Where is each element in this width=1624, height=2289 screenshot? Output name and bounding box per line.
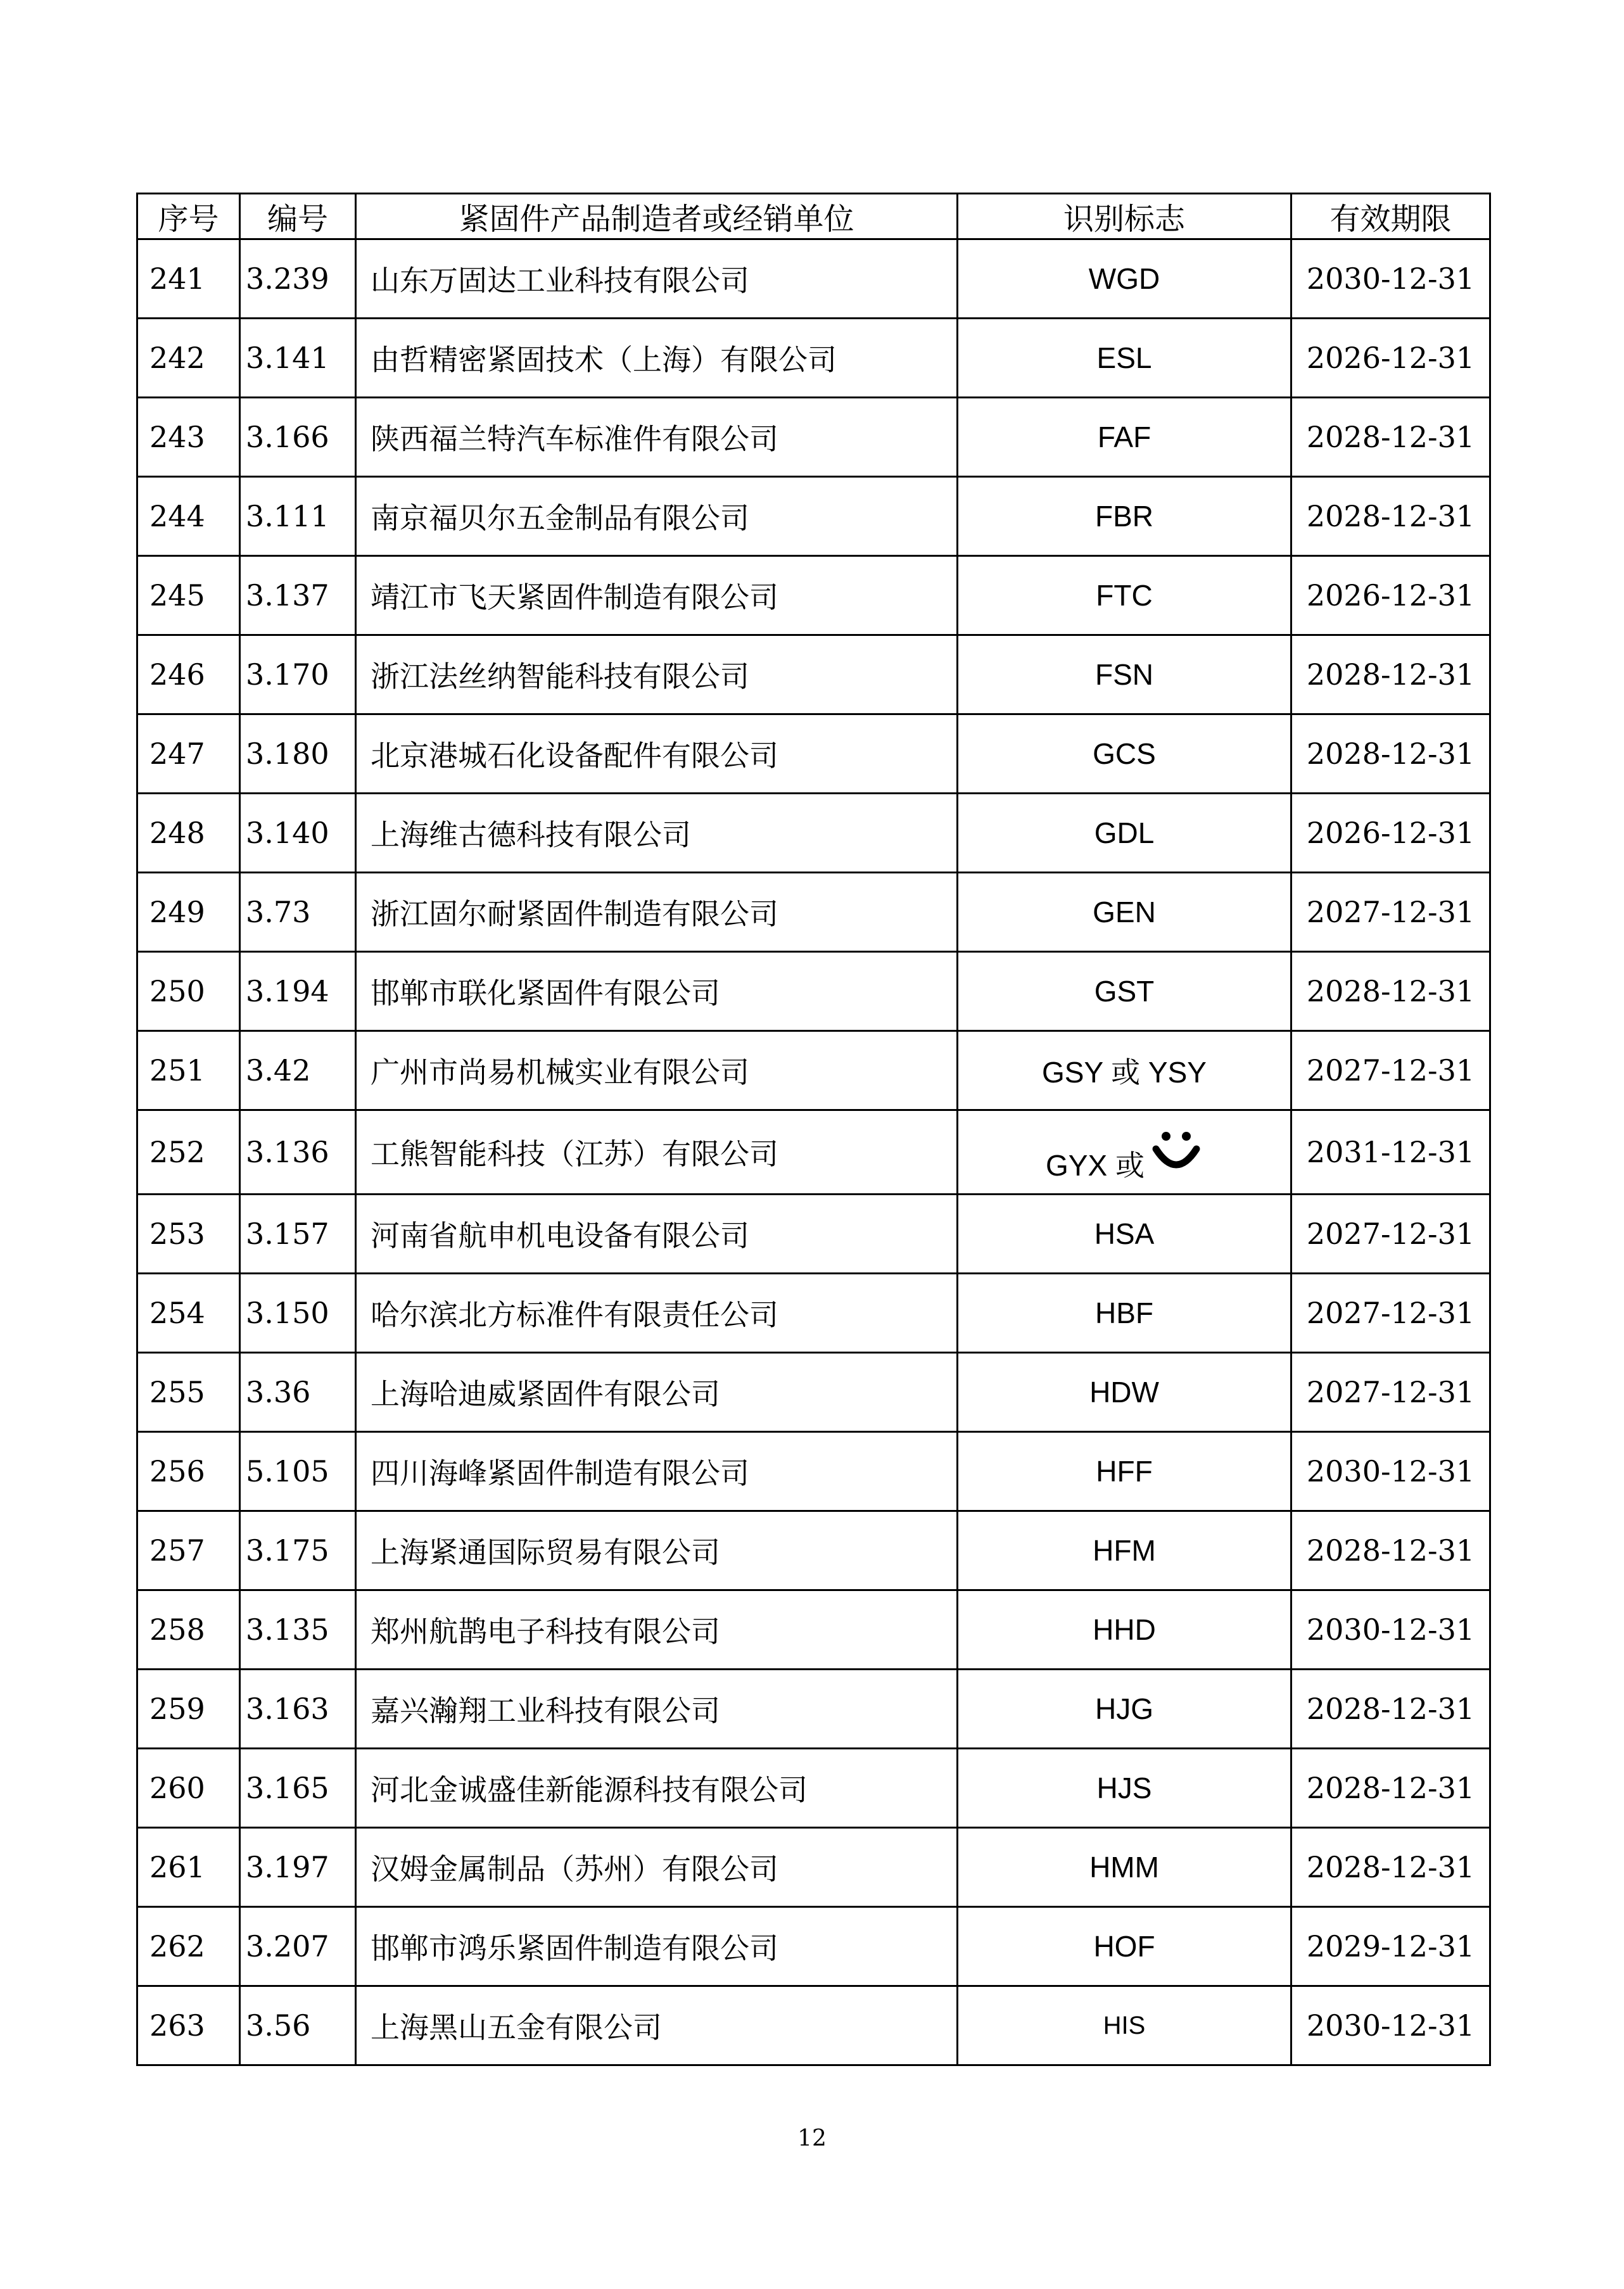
cell-code: 3.141 [240, 319, 356, 398]
header-code: 编号 [240, 194, 356, 239]
cell-seq: 246 [137, 635, 240, 714]
header-mark: 识别标志 [958, 194, 1291, 239]
table-row [137, 1749, 1490, 1828]
cell-name: 北京港城石化设备配件有限公司 [356, 714, 958, 794]
table-row [137, 1432, 1490, 1511]
cell-seq: 252 [137, 1110, 240, 1195]
cell-mark: FAF [958, 398, 1291, 477]
cell-seq: 254 [137, 1274, 240, 1353]
mark-text: GYX 或 [1046, 1149, 1145, 1182]
cell-seq: 241 [137, 239, 240, 319]
cell-mark: HBF [958, 1274, 1291, 1353]
cell-mark: HOF [958, 1907, 1291, 1986]
cell-code: 3.180 [240, 714, 356, 794]
cell-seq: 260 [137, 1749, 240, 1828]
cell-name: 河北金诚盛佳新能源科技有限公司 [356, 1749, 958, 1828]
cell-valid: 2030-12-31 [1291, 1590, 1490, 1670]
cell-name: 邯郸市联化紧固件有限公司 [356, 952, 958, 1031]
cell-valid: 2027-12-31 [1291, 1353, 1490, 1432]
cell-code: 3.197 [240, 1828, 356, 1907]
cell-name: 广州市尚易机械实业有限公司 [356, 1031, 958, 1110]
header-valid: 有效期限 [1291, 194, 1490, 239]
cell-code: 3.194 [240, 952, 356, 1031]
cell-code: 3.137 [240, 556, 356, 635]
table-row [137, 1986, 1490, 2065]
table-row [137, 952, 1490, 1031]
table-row [137, 1195, 1490, 1274]
cell-seq: 247 [137, 714, 240, 794]
cell-code: 3.157 [240, 1195, 356, 1274]
cell-mark: GEN [958, 873, 1291, 952]
table-row [137, 556, 1490, 635]
cell-mark: FBR [958, 477, 1291, 556]
cell-mark: HJS [958, 1749, 1291, 1828]
cell-mark: ESL [958, 319, 1291, 398]
cell-valid: 2031-12-31 [1291, 1110, 1490, 1195]
cell-code: 3.207 [240, 1907, 356, 1986]
cell-valid: 2028-12-31 [1291, 714, 1490, 794]
cell-seq: 257 [137, 1511, 240, 1590]
cell-name: 山东万固达工业科技有限公司 [356, 239, 958, 319]
table-row [137, 1907, 1490, 1986]
cell-seq: 250 [137, 952, 240, 1031]
cell-code: 3.163 [240, 1670, 356, 1749]
cell-code: 3.36 [240, 1353, 356, 1432]
cell-seq: 251 [137, 1031, 240, 1110]
header-name: 紧固件产品制造者或经销单位 [356, 194, 958, 239]
cell-valid: 2028-12-31 [1291, 1828, 1490, 1907]
cell-seq: 244 [137, 477, 240, 556]
header-seq: 序号 [137, 194, 240, 239]
cell-valid: 2027-12-31 [1291, 1031, 1490, 1110]
cell-mark: HFM [958, 1511, 1291, 1590]
cell-valid: 2028-12-31 [1291, 1670, 1490, 1749]
cell-seq: 258 [137, 1590, 240, 1670]
page-number: 12 [797, 2126, 827, 2152]
cell-seq: 259 [137, 1670, 240, 1749]
table-row [137, 1670, 1490, 1749]
table-row [137, 1110, 1490, 1195]
table-row [137, 1828, 1490, 1907]
cell-valid: 2028-12-31 [1291, 1511, 1490, 1590]
smile-icon [1150, 1122, 1203, 1176]
cell-mark: GST [958, 952, 1291, 1031]
table-row [137, 635, 1490, 714]
cell-seq: 248 [137, 794, 240, 873]
registry-table [136, 193, 1491, 2066]
table-row [137, 714, 1490, 794]
cell-valid: 2030-12-31 [1291, 1432, 1490, 1511]
cell-seq: 262 [137, 1907, 240, 1986]
cell-mark: GCS [958, 714, 1291, 794]
cell-mark: HSA [958, 1195, 1291, 1274]
table-row [137, 398, 1490, 477]
cell-valid: 2028-12-31 [1291, 952, 1490, 1031]
cell-seq: 242 [137, 319, 240, 398]
cell-mark: HHD [958, 1590, 1291, 1670]
cell-seq: 261 [137, 1828, 240, 1907]
cell-mark [958, 1110, 1291, 1195]
cell-seq: 243 [137, 398, 240, 477]
cell-seq: 245 [137, 556, 240, 635]
table-header-row [137, 194, 1490, 239]
cell-name: 上海哈迪威紧固件有限公司 [356, 1353, 958, 1432]
cell-seq: 263 [137, 1986, 240, 2065]
cell-valid: 2026-12-31 [1291, 556, 1490, 635]
cell-valid: 2027-12-31 [1291, 873, 1490, 952]
table-row [137, 1031, 1490, 1110]
cell-mark: GSY 或 YSY [958, 1031, 1291, 1110]
cell-code: 3.165 [240, 1749, 356, 1828]
cell-seq: 253 [137, 1195, 240, 1274]
cell-name: 上海黑山五金有限公司 [356, 1986, 958, 2065]
table-row [137, 477, 1490, 556]
cell-code: 3.135 [240, 1590, 356, 1670]
cell-seq: 249 [137, 873, 240, 952]
cell-mark: WGD [958, 239, 1291, 319]
cell-mark: HJG [958, 1670, 1291, 1749]
cell-code: 3.175 [240, 1511, 356, 1590]
cell-valid: 2029-12-31 [1291, 1907, 1490, 1986]
cell-valid: 2028-12-31 [1291, 635, 1490, 714]
cell-name: 嘉兴瀚翔工业科技有限公司 [356, 1670, 958, 1749]
table-row [137, 1274, 1490, 1353]
table-row [137, 794, 1490, 873]
cell-name: 郑州航鹊电子科技有限公司 [356, 1590, 958, 1670]
cell-code: 3.42 [240, 1031, 356, 1110]
cell-name: 上海维古德科技有限公司 [356, 794, 958, 873]
cell-name: 上海紧通国际贸易有限公司 [356, 1511, 958, 1590]
cell-valid: 2026-12-31 [1291, 319, 1490, 398]
cell-mark: HMM [958, 1828, 1291, 1907]
cell-valid: 2026-12-31 [1291, 794, 1490, 873]
cell-code: 3.150 [240, 1274, 356, 1353]
cell-name: 南京福贝尔五金制品有限公司 [356, 477, 958, 556]
table-row [137, 1511, 1490, 1590]
cell-code: 3.111 [240, 477, 356, 556]
cell-name: 汉姆金属制品（苏州）有限公司 [356, 1828, 958, 1907]
cell-valid: 2027-12-31 [1291, 1195, 1490, 1274]
cell-valid: 2028-12-31 [1291, 1749, 1490, 1828]
cell-mark: GDL [958, 794, 1291, 873]
cell-name: 浙江固尔耐紧固件制造有限公司 [356, 873, 958, 952]
cell-name: 靖江市飞天紧固件制造有限公司 [356, 556, 958, 635]
cell-code: 3.56 [240, 1986, 356, 2065]
cell-mark: HIS [958, 1986, 1291, 2065]
cell-code: 5.105 [240, 1432, 356, 1511]
cell-code: 3.239 [240, 239, 356, 319]
cell-valid: 2027-12-31 [1291, 1274, 1490, 1353]
table-row [137, 1353, 1490, 1432]
cell-name: 浙江法丝纳智能科技有限公司 [356, 635, 958, 714]
cell-valid: 2028-12-31 [1291, 398, 1490, 477]
cell-seq: 256 [137, 1432, 240, 1511]
cell-mark: FTC [958, 556, 1291, 635]
cell-valid: 2028-12-31 [1291, 477, 1490, 556]
cell-name: 陕西福兰特汽车标准件有限公司 [356, 398, 958, 477]
cell-code: 3.170 [240, 635, 356, 714]
cell-name: 河南省航申机电设备有限公司 [356, 1195, 958, 1274]
cell-code: 3.140 [240, 794, 356, 873]
table-row [137, 1590, 1490, 1670]
cell-code: 3.166 [240, 398, 356, 477]
cell-code: 3.136 [240, 1110, 356, 1195]
cell-name: 由哲精密紧固技术（上海）有限公司 [356, 319, 958, 398]
cell-name: 邯郸市鸿乐紧固件制造有限公司 [356, 1907, 958, 1986]
mark-with-logo [1046, 1120, 1203, 1184]
cell-name: 工熊智能科技（江苏）有限公司 [356, 1110, 958, 1195]
cell-code: 3.73 [240, 873, 356, 952]
cell-mark: FSN [958, 635, 1291, 714]
cell-valid: 2030-12-31 [1291, 239, 1490, 319]
cell-seq: 255 [137, 1353, 240, 1432]
table-row [137, 239, 1490, 319]
cell-mark: HFF [958, 1432, 1291, 1511]
cell-valid: 2030-12-31 [1291, 1986, 1490, 2065]
cell-mark: HDW [958, 1353, 1291, 1432]
cell-name: 哈尔滨北方标准件有限责任公司 [356, 1274, 958, 1353]
cell-name: 四川海峰紧固件制造有限公司 [356, 1432, 958, 1511]
table-row [137, 319, 1490, 398]
table-row [137, 873, 1490, 952]
